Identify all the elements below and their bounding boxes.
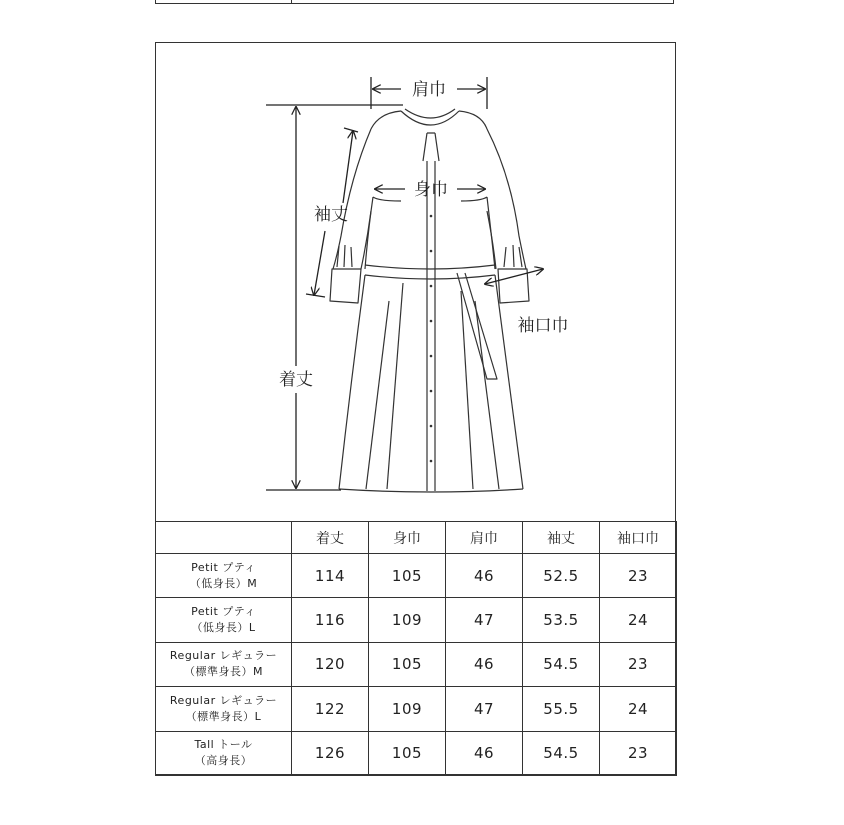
row-label	[156, 554, 292, 598]
cell-length: 116	[292, 598, 369, 642]
row-label	[156, 731, 292, 775]
cell-sleeve: 53.5	[523, 598, 600, 642]
dress-measurement-diagram	[156, 43, 675, 521]
row-label-line2: （標準身長）L	[185, 709, 262, 723]
row-label-line1: Regular レギュラー	[169, 649, 278, 663]
cell-shoulder: 47	[446, 687, 523, 731]
cell-shoulder: 46	[446, 554, 523, 598]
row-label-line2: （低身長）L	[191, 621, 256, 635]
header-sleeve: 袖丈	[523, 522, 600, 554]
header-chest: 身巾	[369, 522, 446, 554]
cell-chest: 105	[369, 554, 446, 598]
cuff-measure	[485, 269, 543, 284]
shoulder-width-label: 肩巾	[412, 80, 446, 100]
total-length-label: 着丈	[279, 370, 313, 390]
row-label-line2: （標準身長）M	[184, 665, 263, 679]
row-label-line1: Tall トール	[194, 738, 253, 752]
table-row	[156, 598, 677, 642]
sleeve-length-label: 袖丈	[314, 205, 348, 225]
previous-table-fragment	[155, 0, 674, 4]
cell-cuff: 24	[600, 687, 677, 731]
row-label-line2: （低身長）M	[189, 576, 258, 590]
header-shoulder: 肩巾	[446, 522, 523, 554]
row-label	[156, 598, 292, 642]
cell-sleeve: 54.5	[523, 731, 600, 775]
dress-outline	[330, 109, 529, 492]
cell-sleeve: 54.5	[523, 642, 600, 686]
header-cuff: 袖口巾	[600, 522, 677, 554]
cell-cuff: 23	[600, 731, 677, 775]
row-label	[156, 642, 292, 686]
cell-length: 114	[292, 554, 369, 598]
cell-chest: 109	[369, 687, 446, 731]
cell-chest: 105	[369, 731, 446, 775]
dress-buttons	[430, 215, 433, 463]
cell-shoulder: 46	[446, 642, 523, 686]
cell-shoulder: 46	[446, 731, 523, 775]
cell-shoulder: 47	[446, 598, 523, 642]
cell-cuff: 23	[600, 554, 677, 598]
header-length: 着丈	[292, 522, 369, 554]
length-measure	[266, 105, 403, 490]
cell-length: 120	[292, 642, 369, 686]
cell-cuff: 24	[600, 598, 677, 642]
cell-length: 122	[292, 687, 369, 731]
cuff-width-label: 袖口巾	[517, 316, 569, 336]
row-label-line1: Petit プティ	[191, 560, 256, 574]
cell-sleeve: 55.5	[523, 687, 600, 731]
cell-sleeve: 52.5	[523, 554, 600, 598]
table-row	[156, 554, 677, 598]
cell-chest: 105	[369, 642, 446, 686]
row-label	[156, 687, 292, 731]
header-corner	[156, 522, 292, 554]
size-table	[155, 521, 677, 776]
cell-cuff: 23	[600, 642, 677, 686]
previous-table-divider	[291, 0, 292, 4]
cell-length: 126	[292, 731, 369, 775]
table-row	[156, 642, 677, 686]
table-row	[156, 731, 677, 775]
size-chart-card	[155, 42, 676, 775]
row-label-line2: （高身長）	[194, 754, 253, 768]
cell-chest: 109	[369, 598, 446, 642]
chest-width-label: 身巾	[414, 180, 448, 200]
row-label-line1: Regular レギュラー	[169, 693, 278, 707]
row-label-line1: Petit プティ	[191, 605, 256, 619]
table-row	[156, 687, 677, 731]
table-header-row	[156, 522, 677, 554]
